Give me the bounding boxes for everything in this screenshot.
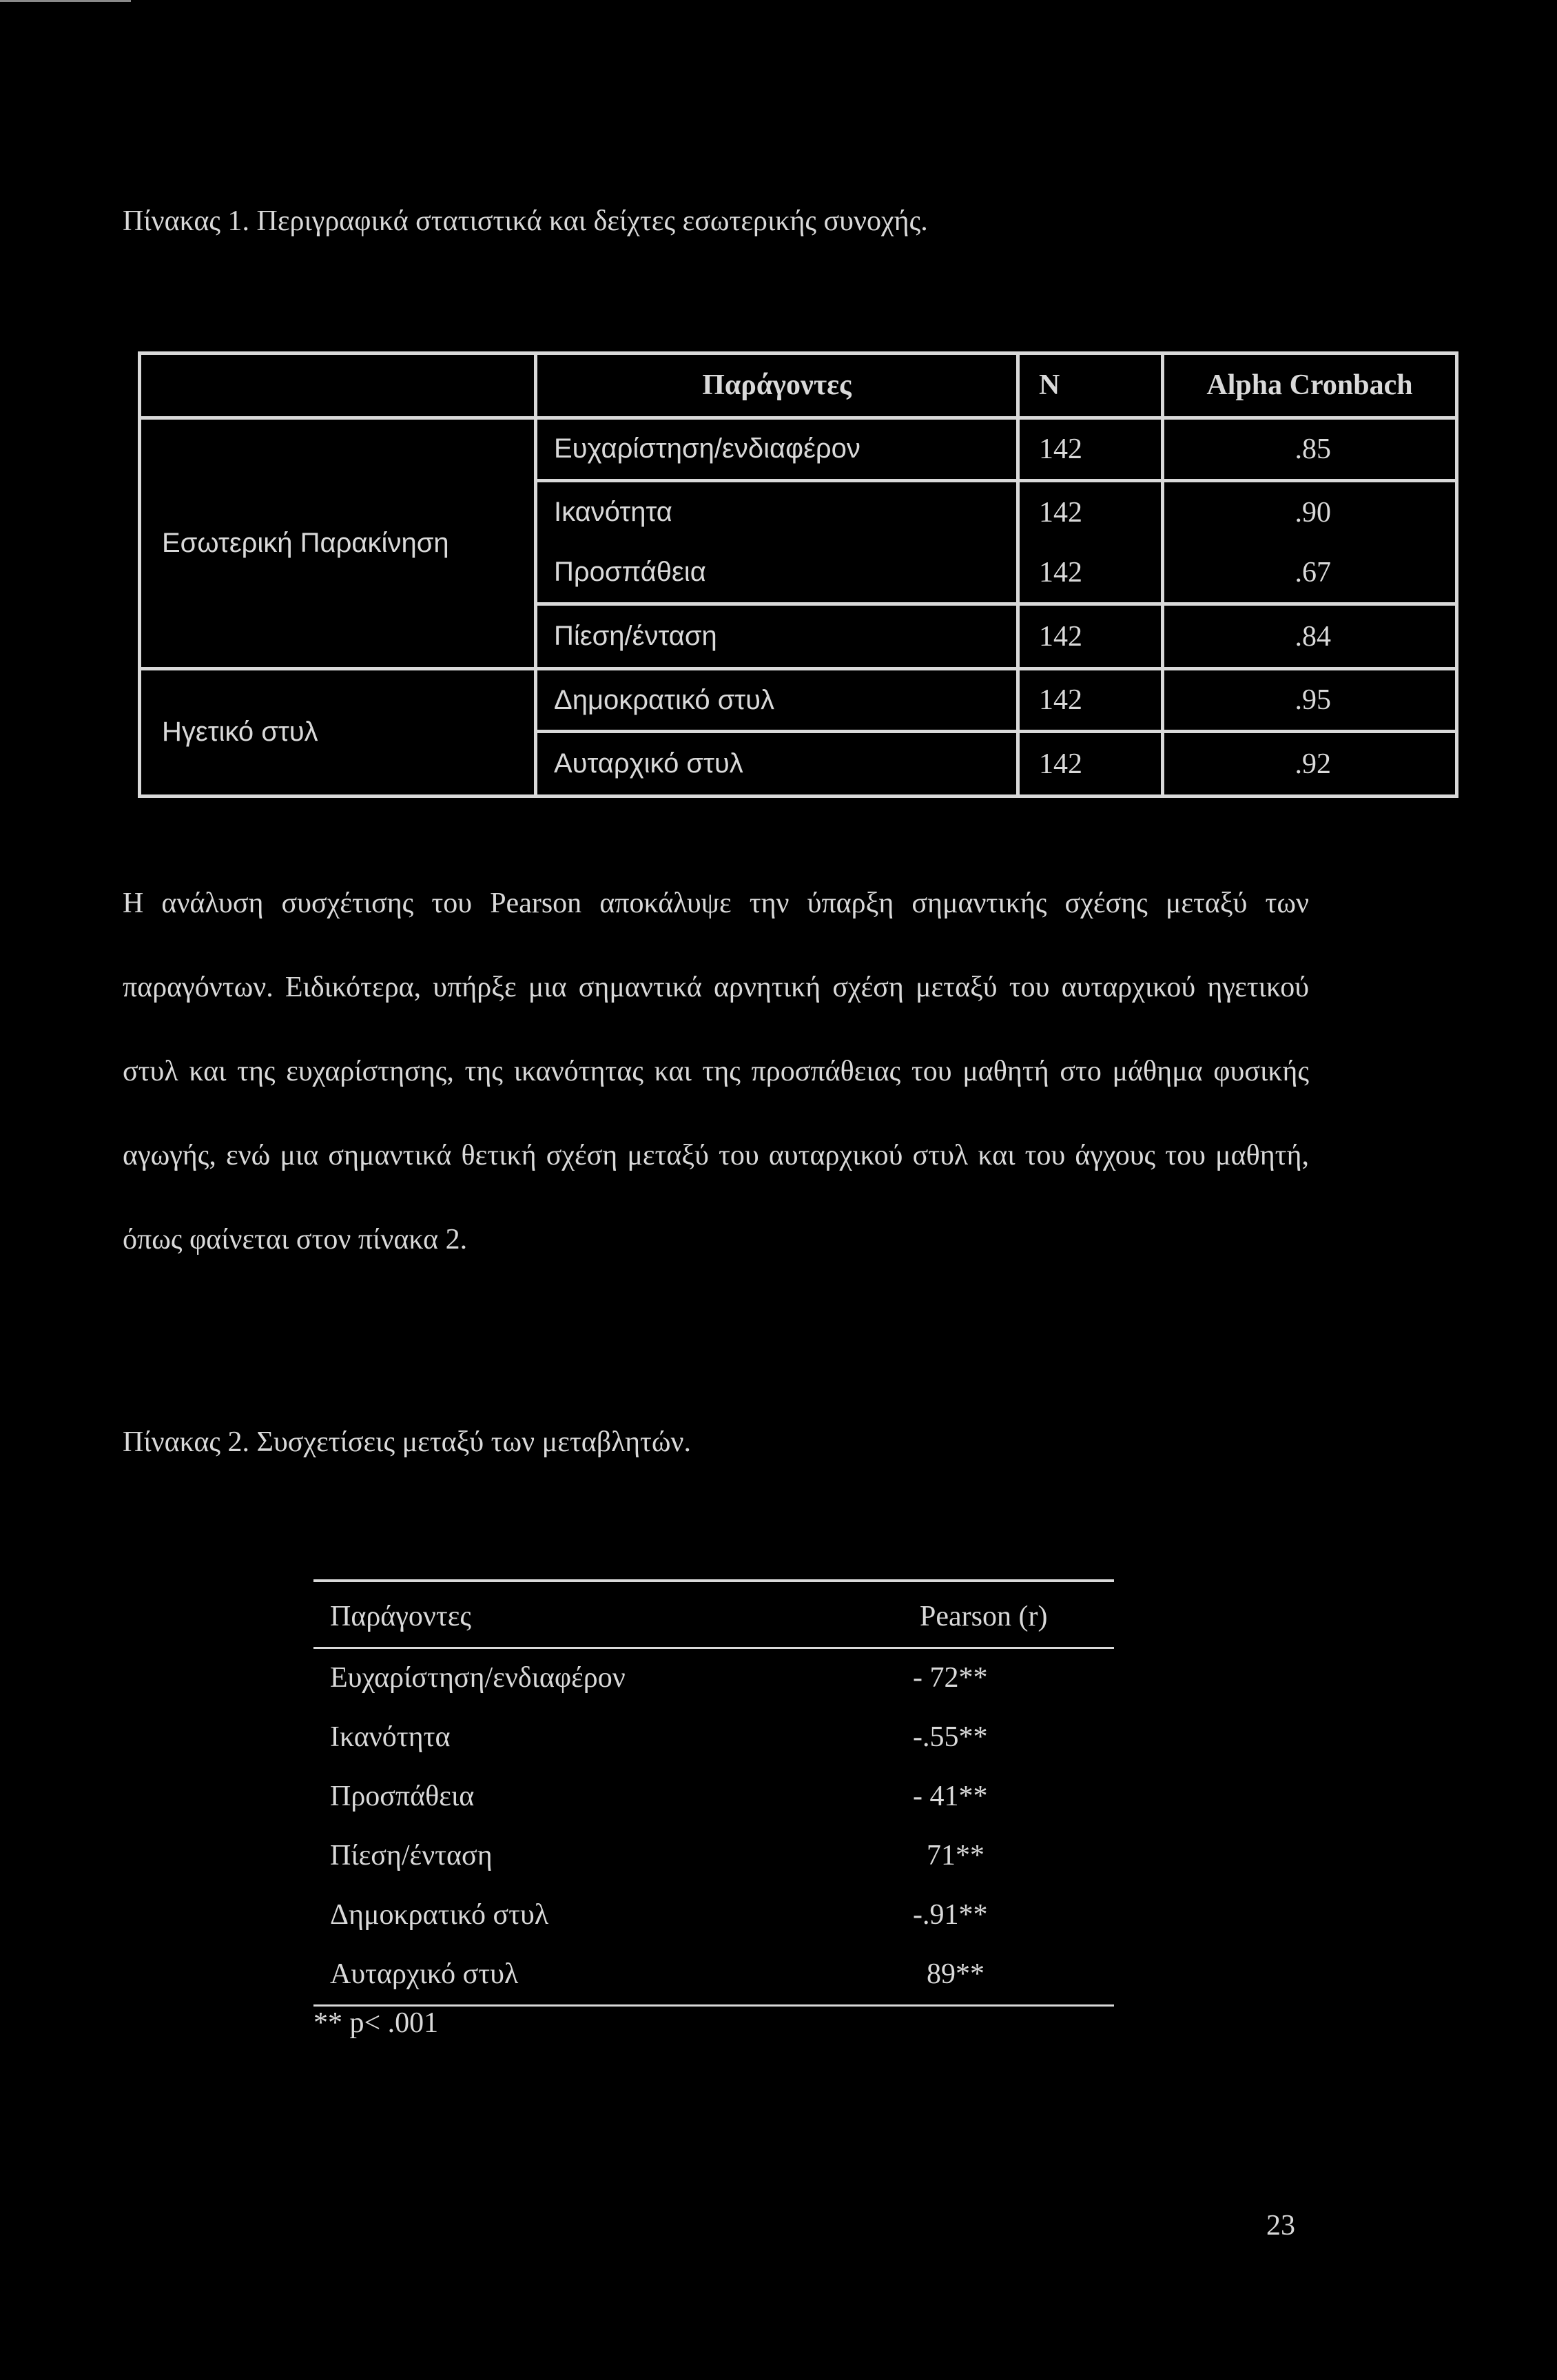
table-row <box>140 418 1457 481</box>
body-paragraph: Η ανάλυση συσχέτισης του Pearson αποκάλυψε την ύπαρξη σημαντικής σχέσης μεταξύ των παραγόντων. Ειδικότερα, υπήρξε μια σημαντικά αρνητική σχέση μεταξύ του αυταρχικού ηγετικού στυλ και της ευχαρίστησης, της ικανότητας και της προσπάθειας του μαθητή στο μάθημα φυσικής αγωγής, ενώ μια σημαντικά θετική σχέση μεταξύ του αυταρχικού στυλ και του άγχους του μαθητή, όπως φαίνεται στον πίνακα 2. <box>123 888 1309 1255</box>
table-row <box>313 1649 1114 1708</box>
table1-alpha: .95 <box>1163 668 1457 732</box>
table1-header-alpha: Alpha Cronbach <box>1163 353 1457 418</box>
table1-factor: Δημοκρατικό στυλ <box>536 668 1018 732</box>
table1-factor: Προσπάθεια <box>536 542 1018 604</box>
table2 <box>313 1579 1114 2048</box>
table1-factor: Πίεση/ένταση <box>536 604 1018 669</box>
table2-r: - 41** <box>913 1781 988 1812</box>
table-row <box>313 1827 1114 1886</box>
table2-r: 89** <box>927 1958 984 1990</box>
table2-factor: Δημοκρατικό στυλ <box>330 1899 549 1931</box>
table2-factor: Προσπάθεια <box>330 1781 475 1812</box>
top-edge-line <box>0 0 131 2</box>
table1-n: 142 <box>1018 668 1163 732</box>
table2-caption: Πίνακας 2. Συσχετίσεις μεταξύ των μεταβλητών. <box>123 1426 692 1458</box>
table1-alpha: .90 <box>1163 481 1457 543</box>
table1 <box>138 351 1458 798</box>
table2-r: -.91** <box>913 1899 988 1931</box>
table2-r: -.55** <box>913 1721 988 1753</box>
table1-group-leadership: Ηγετικό στυλ <box>140 668 536 796</box>
table2-factor: Αυταρχικό στυλ <box>330 1958 519 1990</box>
table1-header-row <box>140 353 1457 418</box>
table1-n: 142 <box>1018 418 1163 481</box>
table1-factor: Ικανότητα <box>536 481 1018 543</box>
table-row <box>313 1945 1114 2004</box>
table1-alpha: .85 <box>1163 418 1457 481</box>
table2-footnote-row <box>313 2007 1114 2048</box>
table1-empty-corner <box>140 353 536 418</box>
table2-header-factor: Παράγοντες <box>330 1601 471 1632</box>
table-row <box>140 668 1457 732</box>
table1-alpha: .92 <box>1163 732 1457 797</box>
table1-caption: Πίνακας 1. Περιγραφικά στατιστικά και δείχτες εσωτερικής συνοχής. <box>123 205 928 237</box>
table2-factor: Ικανότητα <box>330 1721 451 1753</box>
table1-header-n: N <box>1018 353 1163 418</box>
table1-n: 142 <box>1018 542 1163 604</box>
table-row <box>313 1886 1114 1945</box>
table2-r: 71** <box>927 1840 984 1871</box>
table2-header-r: Pearson (r) <box>920 1601 1048 1632</box>
table-row <box>313 1767 1114 1827</box>
table1-header-factor: Παράγοντες <box>536 353 1018 418</box>
table1-alpha: .84 <box>1163 604 1457 669</box>
table1-factor: Ευχαρίστηση/ενδιαφέρον <box>536 418 1018 481</box>
table1-factor: Αυταρχικό στυλ <box>536 732 1018 797</box>
table2-r: - 72** <box>913 1662 988 1694</box>
table2-factor: Πίεση/ένταση <box>330 1840 493 1871</box>
table1-group-intrinsic: Εσωτερική Παρακίνηση <box>140 418 536 668</box>
table1-n: 142 <box>1018 732 1163 797</box>
table-row <box>313 1708 1114 1767</box>
page-number: 23 <box>1266 2210 1295 2241</box>
table1-n: 142 <box>1018 481 1163 543</box>
table2-footnote: ** p< .001 <box>313 2007 439 2039</box>
table1-n: 142 <box>1018 604 1163 669</box>
table2-factor: Ευχαρίστηση/ενδιαφέρον <box>330 1662 626 1694</box>
table1-alpha: .67 <box>1163 542 1457 604</box>
table2-header-row <box>313 1582 1114 1647</box>
